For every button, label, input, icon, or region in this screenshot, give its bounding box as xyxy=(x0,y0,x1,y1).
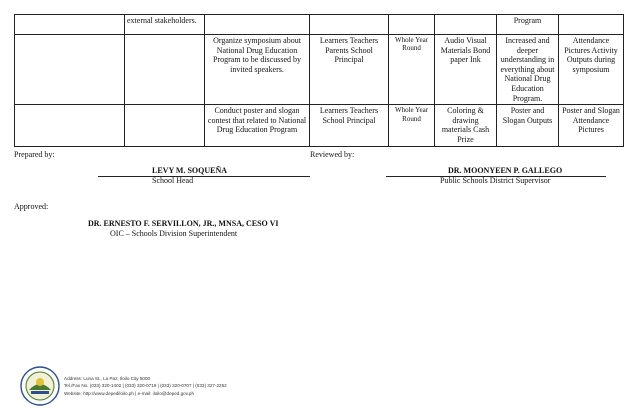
table-cell xyxy=(389,15,435,35)
table-cell xyxy=(15,15,125,35)
approved-title: OIC – Schools Division Superintendent xyxy=(110,229,238,238)
table-cell xyxy=(310,15,389,35)
footer-address: Address: Luna St., La Paz, Iloilo City 5000 xyxy=(64,376,151,381)
prepared-signature-line xyxy=(98,176,310,177)
table-cell: Increased and deeper understanding in everything about National Drug Education Program. xyxy=(497,35,559,105)
table-cell: Attendance Pictures Activity Outputs during symposium xyxy=(559,35,624,105)
approved-name: DR. ERNESTO F. SERVILLON, JR., MNSA, CESO VI xyxy=(88,219,279,228)
deped-seal-icon xyxy=(20,366,60,406)
footer-telfax: Tel./Fax No. (033) 320-1402 | (033) 320-0719 | (033) 320-0707 | (033) 327-2252 xyxy=(64,383,227,389)
reviewed-by-name: DR. MOONYEEN P. GALLEGO xyxy=(448,166,563,175)
table-cell: Learners Teachers School Principal xyxy=(310,105,389,146)
prepared-by-name: LEVY M. SOQUEÑA xyxy=(152,166,228,175)
table-cell: Program xyxy=(497,15,559,35)
table-cell: Conduct poster and slogan contest that related to National Drug Education Program xyxy=(205,105,310,146)
table-cell: Poster and Slogan Outputs xyxy=(497,105,559,146)
prepared-by-title: School Head xyxy=(152,176,194,185)
table-cell: Poster and Slogan Attendance Pictures xyxy=(559,105,624,146)
reviewed-by-title: Public Schools District Supervisor xyxy=(440,176,551,185)
table-cell: Organize symposium about National Drug Education Program to be discussed by invited speakers. xyxy=(205,35,310,105)
prepared-by-label: Prepared by: xyxy=(14,150,55,159)
table-cell: Coloring & drawing materials Cash Prize xyxy=(435,105,497,146)
table-cell: Whole Year Round xyxy=(389,105,435,146)
footer-website: Website: http://www.depediloilo.ph | e-mail: iloilo@deped.gov.ph xyxy=(64,390,195,396)
table-row xyxy=(15,105,624,146)
table-cell: Audio Visual Materials Bond paper Ink xyxy=(435,35,497,105)
table-cell: external stakeholders. xyxy=(125,15,205,35)
table-row xyxy=(15,15,624,35)
action-plan-table xyxy=(14,14,624,147)
table-cell: Learners Teachers Parents School Principal xyxy=(310,35,389,105)
table-cell xyxy=(15,35,125,105)
approved-label: Approved: xyxy=(14,202,49,211)
reviewed-by-label: Reviewed by: xyxy=(310,150,355,159)
table-cell: Whole Year Round xyxy=(389,35,435,105)
table-cell xyxy=(559,15,624,35)
table-cell xyxy=(205,15,310,35)
table-cell xyxy=(125,35,205,105)
footer-contact xyxy=(64,375,227,397)
table-cell xyxy=(435,15,497,35)
table-row xyxy=(15,35,624,105)
table-cell xyxy=(15,105,125,146)
table-cell xyxy=(125,105,205,146)
